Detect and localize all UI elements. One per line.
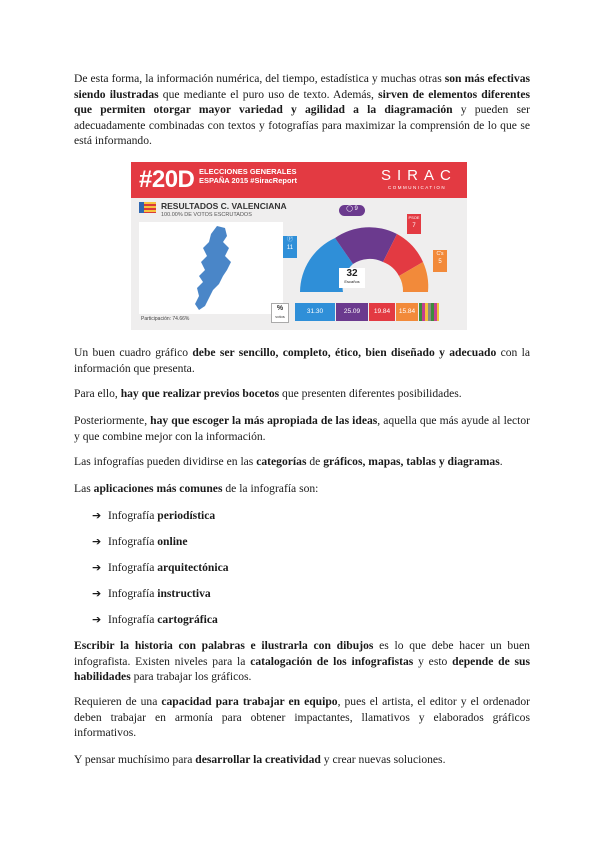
- valencia-flag-icon: [139, 202, 156, 213]
- bold-text: online: [157, 535, 188, 548]
- paragraph-applications: [74, 481, 530, 497]
- arrow-right-icon: ➔: [92, 561, 102, 574]
- paragraph-infographer: [74, 638, 530, 685]
- bold-text: debe ser sencillo, completo, ético, bien diseñado y adecuado: [192, 346, 497, 359]
- participation-label: Participación: 74.66%: [141, 316, 190, 322]
- arrow-right-icon: ➔: [92, 509, 102, 522]
- election-infographic: [131, 162, 467, 330]
- valencia-map-icon: [139, 222, 283, 314]
- pp-logo-icon: Ⓟ: [286, 237, 293, 243]
- list-item: [92, 560, 229, 575]
- text: Infografía: [108, 613, 158, 626]
- list-item: [92, 586, 211, 601]
- psoe-seats: 7: [412, 223, 416, 229]
- text: de: [306, 455, 324, 468]
- text: .: [499, 455, 503, 468]
- vote-percent-box: [271, 303, 289, 323]
- bold-text: arquitectónica: [157, 561, 229, 574]
- text: Un buen cuadro gráfico: [74, 346, 193, 359]
- list-item: [92, 612, 218, 627]
- bar-others: [419, 303, 439, 321]
- badge-podemos: [339, 205, 365, 216]
- bold-text: sirven de elementos diferentes que permiten otorgar mayor variedad y agilidad a la diagramación: [74, 87, 530, 116]
- text: Y pensar muchísimo para: [74, 753, 196, 766]
- text: Infografía: [108, 587, 158, 600]
- cs-name: C's: [436, 251, 444, 257]
- arrow-right-icon: ➔: [92, 587, 102, 600]
- text: para trabajar los gráficos.: [130, 670, 252, 683]
- seats-hemicycle-chart: [295, 198, 455, 302]
- text: , pues el artista, el editor y el ordenador deben trabajar en armonía para obtener impactantes, llamativos y elaborados gráficos informativos.: [74, 695, 530, 739]
- paragraph-choose: [74, 413, 530, 444]
- paragraph-teamwork: [74, 694, 530, 741]
- text: y pueden ser adecuadamente combinadas con textos y fotografías para maximizar la comprensión de lo que se está informando.: [74, 103, 530, 147]
- text: Infografía: [108, 509, 158, 522]
- list-item: [92, 508, 215, 523]
- bold-text: capacidad para trabajar en equipo: [161, 695, 338, 708]
- pct-symbol: %: [276, 305, 284, 312]
- text: Para ello,: [74, 387, 121, 400]
- bar-pp: 31.30: [295, 303, 335, 321]
- arrow-right-icon: ➔: [92, 613, 102, 626]
- paragraph-intro: [74, 71, 530, 149]
- list-item: [92, 534, 188, 549]
- seats-total-value: 32: [346, 268, 358, 279]
- paragraph-creativity: [74, 752, 530, 768]
- text: Posteriormente,: [74, 414, 151, 427]
- hashtag-20d: #20D: [139, 166, 195, 193]
- bold-text: desarrollar la creatividad: [195, 753, 321, 766]
- seats-label: Escaños: [344, 279, 360, 284]
- results-title: RESULTADOS C. VALENCIANA: [161, 201, 287, 211]
- infographic-header: [131, 162, 467, 198]
- podemos-logo-icon: ◯: [346, 206, 353, 212]
- paragraph-categories: [74, 454, 530, 470]
- bold-text: depende de sus habilidades: [74, 654, 530, 683]
- total-seats: [339, 268, 365, 288]
- text: Infografía: [108, 561, 158, 574]
- brand-logo: SIRAC: [381, 167, 457, 184]
- podemos-seats: 9: [354, 206, 358, 212]
- pp-seats: 11: [286, 245, 294, 251]
- bar-podemos: 25.09: [336, 303, 368, 321]
- bold-text: periodística: [157, 509, 216, 522]
- bold-text: Escribir la historia con palabras e ilustrarla con dibujos: [74, 639, 374, 652]
- text: y esto: [413, 654, 453, 668]
- text: , aquella que más ayude al lector y que combine mejor con la información.: [74, 414, 530, 443]
- text: Infografía: [108, 535, 158, 548]
- badge-psoe: [407, 214, 421, 234]
- bar-psoe: 19.84: [369, 303, 395, 321]
- badge-pp: [283, 236, 297, 258]
- bold-text: gráficos, mapas, tablas y diagramas: [323, 455, 500, 468]
- badge-cs: [433, 250, 447, 272]
- text: De esta forma, la información numérica, del tiempo, estadística y muchas otras: [74, 72, 445, 85]
- text: y crear nuevas soluciones.: [320, 753, 446, 766]
- brand-subtitle: COMMUNICATION: [388, 185, 447, 190]
- text: con la información que presenta.: [74, 346, 530, 375]
- bold-text: hay que escoger la más apropiada de las ideas: [150, 414, 378, 427]
- bold-text: categorías: [256, 455, 307, 468]
- bold-text: son más efectivas siendo ilustradas: [74, 72, 531, 101]
- cs-seats: 5: [438, 259, 442, 265]
- text: que presenten diferentes posibilidades.: [279, 387, 462, 400]
- paragraph-good-chart: [74, 345, 530, 376]
- election-line-2: ESPAÑA 2015 #SiracReport: [199, 176, 297, 185]
- psoe-name: PSOE: [408, 215, 420, 220]
- paragraph-sketches: [74, 386, 530, 402]
- text: de la infografía son:: [222, 482, 319, 495]
- results-subtitle: 100.00% DE VOTOS ESCRUTADOS: [161, 212, 252, 218]
- region-map: [139, 222, 283, 314]
- election-title: [199, 167, 297, 185]
- text: Las infografías pueden dividirse en las: [74, 455, 257, 468]
- bold-text: hay que realizar previos bocetos: [120, 387, 280, 400]
- pct-sub: votos: [275, 314, 285, 319]
- bold-text: catalogación de los infografistas: [250, 654, 414, 668]
- arrow-right-icon: ➔: [92, 535, 102, 548]
- bold-text: instructiva: [157, 587, 211, 600]
- text: Requieren de una: [74, 695, 162, 708]
- bold-text: cartográfica: [157, 613, 218, 626]
- election-line-1: ELECCIONES GENERALES: [199, 167, 297, 176]
- bar-cs: 15.84: [396, 303, 418, 321]
- text: que mediante el puro uso de texto. Además,: [158, 87, 379, 101]
- bold-text: aplicaciones más comunes: [93, 482, 223, 495]
- text: es lo que debe hacer un buen infografista. Existen niveles para la: [74, 639, 530, 668]
- text: Las: [74, 482, 94, 495]
